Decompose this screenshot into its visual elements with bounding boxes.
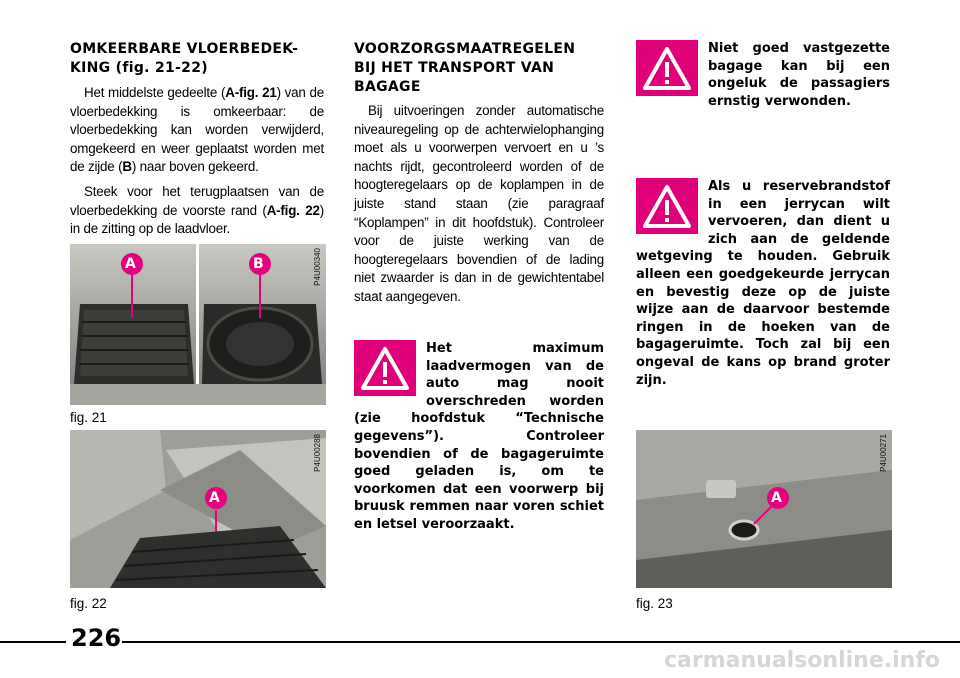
section-heading-luggage-transport [354, 40, 610, 97]
text-run: ) van de vloerbedekking is omkeerbaar: de vloerbedekking kan worden verwijderd, omgekeerd en weer geplaatst worden met de zijde ( [70, 85, 324, 175]
figure-23-label: fig. 23 [636, 596, 673, 611]
trunk-ring-illustration [636, 430, 892, 588]
luggage-transport-text [354, 102, 604, 307]
text-run: ) naar boven gekeerd. [131, 159, 259, 175]
marker-a: A [771, 490, 782, 506]
text-run: Het middelste gedeelte ( [84, 85, 226, 100]
figure-reference: (fig. 21-22) [115, 60, 208, 76]
figure-22-image [70, 430, 326, 588]
section-heading-floor-mat [70, 40, 326, 78]
trunk-floor-illustration [70, 430, 326, 588]
marker-b: B [253, 256, 264, 272]
page-number: 226 [71, 624, 122, 652]
figure-22-label: fig. 22 [70, 596, 107, 611]
paragraph [70, 183, 324, 239]
text-run: ) in de zitting op de laadvloer. [70, 202, 324, 237]
heading-line: OMKEERBARE VLOERBEDEK- [70, 41, 299, 57]
figure-code: P4U00288 [313, 434, 322, 472]
footer-rule-left [0, 641, 66, 643]
marker-a: A [209, 490, 220, 506]
heading-line: VOORZORGSMAATREGELEN [354, 41, 576, 57]
figure-23-image [636, 430, 892, 588]
warning-text: Het maximum laadvermogen van de auto mag nooit overschreden worden (zie hoofdstuk “Technische gegevens”). Controleer bovendien of de bagageruimte goed geladen is, om te voorkomen dat een voorwerp bij bruusk remmen naar voren schiet en letsel veroorzaakt. [354, 341, 604, 532]
heading-line: KING [70, 60, 111, 76]
paragraph [70, 84, 324, 177]
figure-code: P4U00271 [879, 434, 888, 472]
warning-unsecured-luggage [636, 40, 890, 110]
warning-jerrycan [636, 178, 890, 389]
warning-icon [636, 178, 698, 234]
warning-text: Als u reservebrandstof in een jerrycan wilt vervoeren, dan dient u zich aan de geldende wetgeving te houden. Gebruik alleen een goedgekeurde jerrycan en bevestig deze op de juiste wijze aan de daarvoor bestemde ringen in de hoeken van de bagageruimte. Toch zal bij een ongeval de kans op brand groter zijn. [636, 179, 890, 388]
trunk-floor-illustration [70, 244, 326, 405]
warning-text: Niet goed vastgezette bagage kan bij een ongeluk de passagiers ernstig verwonden. [708, 41, 890, 109]
figure-21-image [70, 244, 326, 405]
text-run: Steek voor het terugplaatsen van de vloerbedekking de voorste rand ( [70, 183, 324, 218]
floor-mat-text [70, 84, 324, 239]
watermark: carmanualsonline.info [664, 648, 940, 673]
warning-icon [354, 340, 416, 396]
paragraph: Bij uitvoeringen zonder automatische niveauregeling op de achterwielophanging moet als u voorwerpen vervoert en u ’s nachts rijdt, gecontroleerd worden of de hoogteregelaars op de koplampen in de juiste stand staan (zie paragraaf “Koplampen” in dit hoofdstuk). Controleer voor de juiste werking van de hoogteregelaars bovendien of de lading niet zwaarder is dan in de gewichtentabel staat aangegeven. [354, 103, 604, 304]
warning-max-load [354, 340, 604, 534]
figure-code: P4U00340 [313, 248, 322, 286]
heading-line: BAGAGE [354, 79, 421, 95]
figure-21-label: fig. 21 [70, 410, 107, 425]
figure-reference: B [122, 159, 132, 175]
figure-reference: A-fig. 21 [225, 85, 277, 100]
marker-a: A [125, 256, 136, 272]
figure-reference: A-fig. 22 [266, 202, 320, 218]
footer-rule-right [122, 641, 960, 643]
heading-line: BIJ HET TRANSPORT VAN [354, 60, 555, 76]
warning-icon [636, 40, 698, 96]
